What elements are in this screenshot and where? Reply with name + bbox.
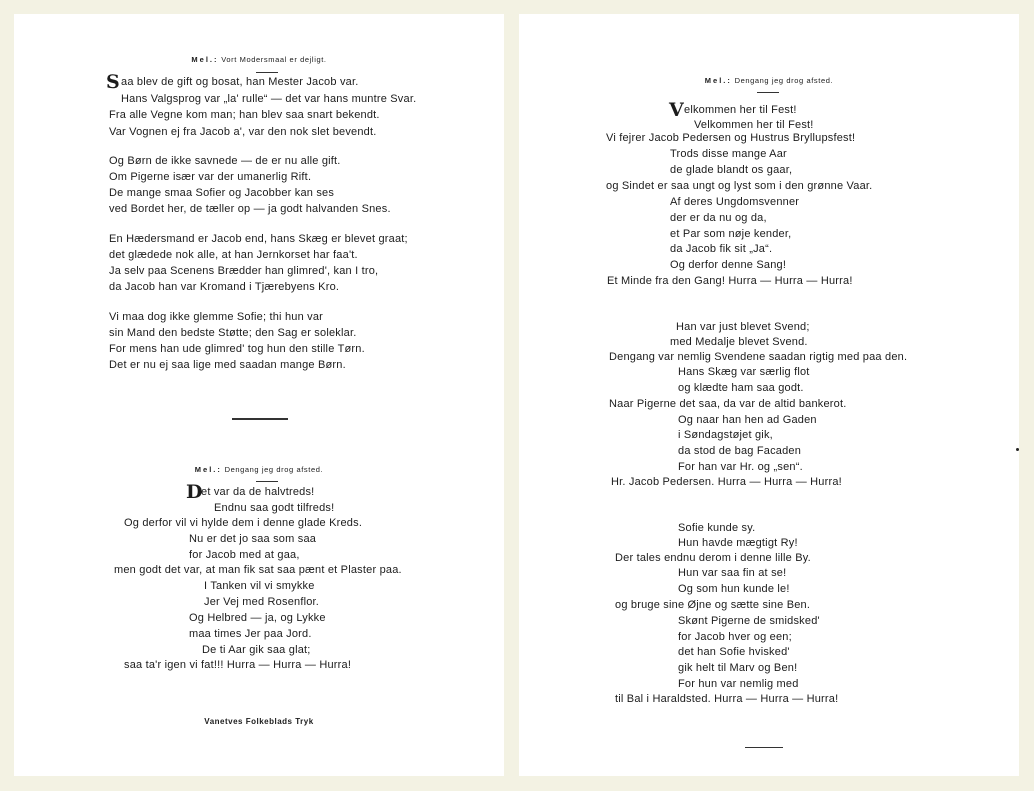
melody-prefix: Mel.: <box>191 55 219 64</box>
melody-title: Dengang jeg drog afsted. <box>734 76 834 85</box>
verse-line: de glade blandt os gaar, <box>670 164 793 176</box>
verse-line: men godt det var, at man fik sat saa pænt et Plaster paa. <box>114 564 402 576</box>
melody-prefix: Mel.: <box>194 465 222 474</box>
verse-line: Nu er det jo saa som saa <box>189 533 317 545</box>
verse-line: Skønt Pigerne de smidsked' <box>678 615 820 627</box>
verse-line: Og Børn de ikke savnede — de er nu alle gift. <box>109 155 341 167</box>
melody-note-2 <box>14 465 504 474</box>
drop-cap: S <box>106 71 120 93</box>
verse-line: Og derfor denne Sang! <box>670 259 787 271</box>
verse-line: Sofie kunde sy. <box>678 522 756 534</box>
verse-line: gik helt til Marv og Ben! <box>678 662 798 674</box>
verse-line: Hun var saa fin at se! <box>678 567 787 579</box>
verse-line: for Jacob med at gaa, <box>189 549 300 561</box>
drop-cap: V <box>669 99 684 121</box>
verse-line: Og som hun kunde le! <box>678 583 790 595</box>
verse-line: da Jacob han var Kromand i Tjærebyens Kro. <box>109 281 340 293</box>
melody-title: Vort Modersmaal er dejligt. <box>221 55 327 64</box>
speck <box>1016 448 1019 451</box>
verse-line: aa blev de gift og bosat, han Mester Jacob var. <box>121 76 359 88</box>
verse-line: Vi maa dog ikke glemme Sofie; thi hun var <box>109 311 324 323</box>
verse-line: Vi fejrer Jacob Pedersen og Hustrus Bryllupsfest! <box>606 132 856 144</box>
verse-line: Hun havde mægtigt Ry! <box>678 537 798 549</box>
section-divider <box>232 418 288 420</box>
verse-line: For hun var nemlig med <box>678 678 799 690</box>
verse-line: et Par som nøje kender, <box>670 228 792 240</box>
verse-line: Der tales endnu derom i denne lille By. <box>615 552 811 564</box>
divider <box>757 92 779 93</box>
verse-line: da stod de bag Facaden <box>678 445 802 457</box>
right-page <box>519 14 1019 776</box>
verse-line: der er da nu og da, <box>670 212 767 224</box>
verse-line: til Bal i Haraldsted. Hurra — Hurra — Hurra! <box>615 693 839 705</box>
verse-line: Velkommen her til Fest! <box>694 119 814 131</box>
verse-line: Endnu saa godt tilfreds! <box>214 502 335 514</box>
verse-line: Hans Valgsprog var „la' rulle“ — det var hans muntre Svar. <box>121 93 417 105</box>
verse-line: Et Minde fra den Gang! Hurra — Hurra — Hurra! <box>607 275 853 287</box>
verse-line: De mange smaa Sofier og Jacobber kan ses <box>109 187 335 199</box>
verse-line: Jer Vej med Rosenflor. <box>204 596 320 608</box>
printer-credit: Vanetves Folkeblads Tryk <box>204 717 314 726</box>
verse-line: Hans Skæg var særlig flot <box>678 366 810 378</box>
melody-note-1 <box>14 55 504 64</box>
verse-line: elkommen her til Fest! <box>684 104 797 116</box>
verse-line: For mens han ude glimred' tog hun den stille Tørn. <box>109 343 365 355</box>
verse-line: Fra alle Vegne kom man; han blev saa snart bekendt. <box>109 109 380 121</box>
melody-prefix: Mel.: <box>704 76 732 85</box>
verse-line: Var Vognen ej fra Jacob a', var den nok slet bevendt. <box>109 126 377 138</box>
melody-note-3 <box>519 76 1019 85</box>
verse-line: sin Mand den bedste Støtte; den Sag er soleklar. <box>109 327 357 339</box>
divider <box>256 72 278 73</box>
verse-line: De ti Aar gik saa glat; <box>202 644 311 656</box>
verse-line: Det er nu ej saa lige med saadan mange Børn. <box>109 359 346 371</box>
verse-line: et var da de halvtreds! <box>201 486 315 498</box>
verse-line: Han var just blevet Svend; <box>676 321 810 333</box>
verse-line: Trods disse mange Aar <box>670 148 787 160</box>
verse-line: For han var Hr. og „sen“. <box>678 461 803 473</box>
melody-title: Dengang jeg drog afsted. <box>224 465 324 474</box>
left-page <box>14 14 504 776</box>
verse-line: Og Helbred — ja, og Lykke <box>189 612 326 624</box>
verse-line: Og derfor vil vi hylde dem i denne glade Kreds. <box>124 517 363 529</box>
verse-line: og Sindet er saa ungt og lyst som i den grønne Vaar. <box>606 180 873 192</box>
verse-line: det glædede nok alle, at han Jernkorset har faa't. <box>109 249 358 261</box>
divider <box>256 481 278 482</box>
verse-line: Om Pigerne især var der umanerlig Rift. <box>109 171 312 183</box>
verse-line: Af deres Ungdomsvenner <box>670 196 800 208</box>
verse-line: Naar Pigerne det saa, da var de altid bankerot. <box>609 398 847 410</box>
drop-cap: D <box>186 481 203 503</box>
verse-line: med Medalje blevet Svend. <box>670 336 808 348</box>
verse-line: ved Bordet her, de tæller op — ja godt halvanden Snes. <box>109 203 391 215</box>
verse-line: og klædte ham saa godt. <box>678 382 804 394</box>
end-divider <box>745 747 783 748</box>
verse-line: Dengang var nemlig Svendene saadan rigtig med paa den. <box>609 351 908 363</box>
verse-line: Hr. Jacob Pedersen. Hurra — Hurra — Hurra! <box>611 476 842 488</box>
verse-line: Ja selv paa Scenens Brædder han glimred', kan I tro, <box>109 265 379 277</box>
verse-line: maa times Jer paa Jord. <box>189 628 312 640</box>
verse-line: Og naar han hen ad Gaden <box>678 414 817 426</box>
verse-line: for Jacob hver og een; <box>678 631 792 643</box>
verse-line: det han Sofie hvisked' <box>678 646 790 658</box>
verse-line: i Søndagstøjet gik, <box>678 429 773 441</box>
verse-line: I Tanken vil vi smykke <box>204 580 315 592</box>
verse-line: En Hædersmand er Jacob end, hans Skæg er blevet graat; <box>109 233 408 245</box>
verse-line: og bruge sine Øjne og sætte sine Ben. <box>615 599 811 611</box>
verse-line: da Jacob fik sit „Ja“. <box>670 243 773 255</box>
verse-line: saa ta'r igen vi fat!!! Hurra — Hurra — Hurra! <box>124 659 352 671</box>
